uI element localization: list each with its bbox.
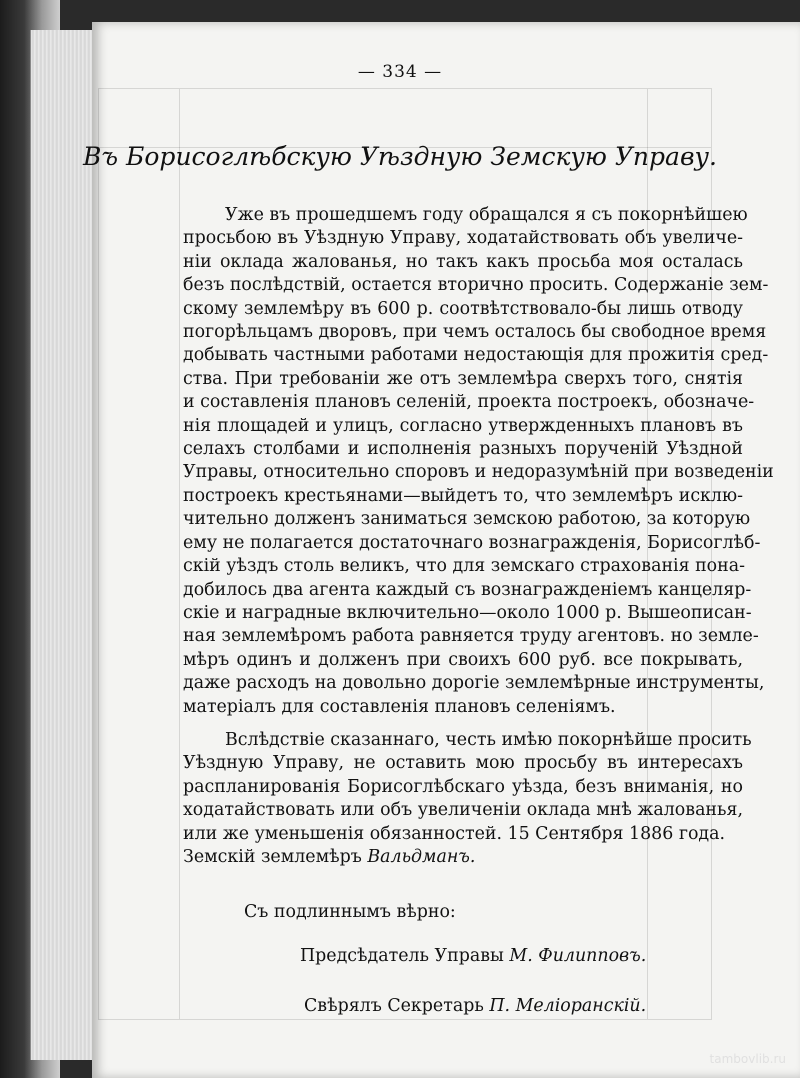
page-number: — 334 — [357,62,443,82]
text-line: селахъ столбами и исполненiя разныхъ порученiй Уѣздной [183,439,743,460]
text-line: ная землемѣромъ работа равняется труду агентовъ. но земле- [183,626,759,647]
text-line: Уѣздную Управу, не оставить мою просьбу въ интересахъ [183,753,743,774]
text-line: безъ послѣдствiй, остается вторично просить. Содержанiе зем- [183,275,769,296]
text-line: ства. При требованiи же отъ землемѣра сверхъ того, снятiя [183,368,743,389]
letter-heading: Въ Борисоглѣбскую Уѣздную Земскую Управу. [83,142,717,171]
secretary-name: П. Мелiоранскiй. [489,996,647,1016]
letter-body [183,204,774,869]
text-line: построекъ крестьянами—выйдетъ то, что землемѣръ исклю- [183,485,743,506]
text-line: просьбою въ Уѣздную Управу, ходатайствовать объ увеличе- [183,228,743,249]
text-line: и составленiя плановъ селенiй, проекта построекъ, обозначе- [183,392,755,413]
text-line: или же уменьшенiя обязанностей. 15 Сентября 1886 года. [183,823,726,844]
text-line: Управы, относительно споровъ и недоразумѣнiй при возведенiи [183,462,774,483]
attestation-line: Съ подлиннымъ вѣрно: [244,902,456,922]
paragraph-1 [183,204,774,719]
text-line: скому землемѣру въ 600 р. соотвѣтствовало-бы лишь отводу [183,298,743,319]
text-line: матерiалъ для составленiя плановъ селенiямъ. [183,696,616,717]
paragraph-2 [183,729,752,846]
text-line: даже расходъ на довольно дорогiе землемѣрные инструменты, [183,673,765,694]
text-line: Вслѣдствiе сказаннаго, честь имѣю покорнѣйше просить [225,729,752,750]
text-line: нiя площадей и улицъ, согласно утвержденныхъ плановъ въ [183,415,743,436]
secretary-line: Свѣрялъ Секретарь П. Мелiоранскiй. [304,996,647,1016]
text-line: чительно долженъ заниматься земскою работою, за которую [183,509,751,530]
text-line: добилось два агента каждый съ вознагражденiемъ канцеляр- [183,579,752,600]
surveyor-signature-line: Земскiй землемѣръ Вальдманъ. [183,846,476,867]
chairman-line: Предсѣдатель Управы М. Филипповъ. [300,946,647,966]
text-line: погорѣльцамъ дворовъ, при чемъ осталось бы свободное время [183,322,767,343]
chairman-name: М. Филипповъ. [509,946,647,966]
text-line: распланированiя Борисоглѣбскаго уѣзда, безъ вниманiя, но [183,776,743,797]
text-line: добывать частными работами недостающiя для прожитiя сред- [183,345,769,366]
text-line: скiй уѣздъ столь великъ, что для земскаго страхованiя пона- [183,556,745,577]
text-line: мѣръ одинъ и долженъ при своихъ 600 руб. все покрывать, [183,649,743,670]
text-line: ему не полагается достаточнаго вознагражденiя, Борисоглѣб- [183,532,761,553]
text-line: скiе и наградные включительно—около 1000 р. Вышеописан- [183,602,752,623]
text-line: Уже въ прошедшемъ году обращался я съ покорнѣйшею [225,205,748,225]
watermark: tambovlib.ru [709,1052,786,1066]
surveyor-name: Вальдманъ. [367,846,476,867]
text-line: нiи оклада жалованья, но такъ какъ просьба моя осталась [183,251,743,272]
page-stack [30,30,101,1060]
text-line: ходатайствовать или объ увеличенiи оклада мнѣ жалованья, [183,800,743,821]
